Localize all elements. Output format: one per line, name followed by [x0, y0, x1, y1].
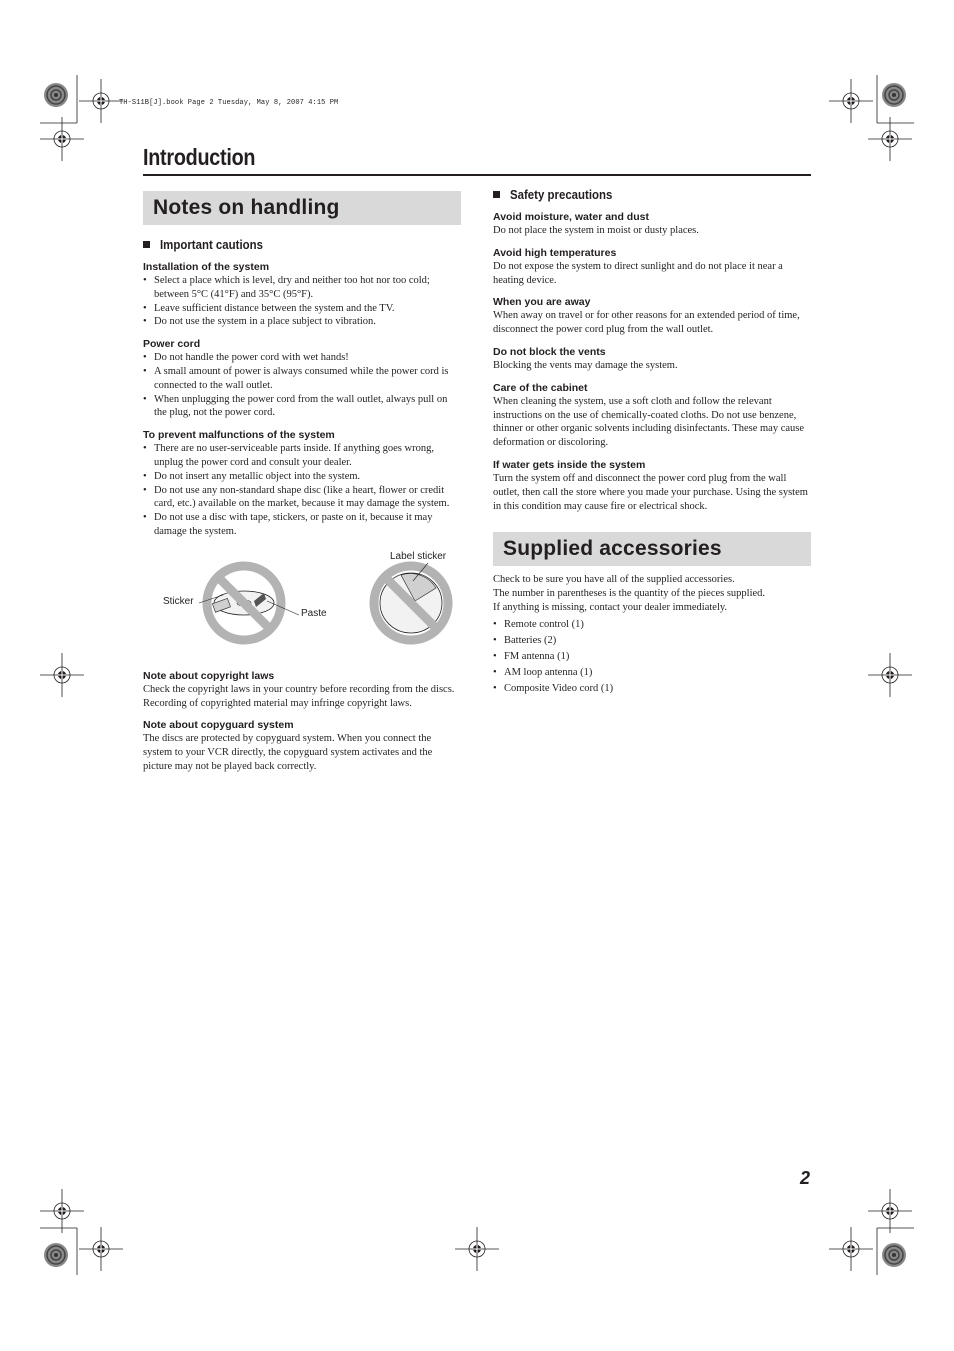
copyguard-title: Note about copyguard system	[143, 719, 294, 732]
list-item: • A small amount of power is always consumed while the power cord is connected to the wall outlet.	[143, 365, 461, 393]
safety-title-cabinet: Care of the cabinet	[493, 381, 588, 394]
list-item: • Leave sufficient distance between the system and the TV.	[143, 302, 461, 316]
safety-text-moisture: Do not place the system in moist or dusty places.	[493, 225, 699, 236]
paste-label: Paste	[301, 607, 327, 619]
safety-title-temperature: Avoid high temperatures	[493, 246, 617, 259]
list-item: • Do not handle the power cord with wet hands!	[143, 351, 461, 365]
safety-title-water: If water gets inside the system	[493, 458, 646, 471]
page-title: Introduction	[143, 144, 256, 170]
right-column	[493, 183, 811, 697]
left-column	[143, 191, 461, 774]
list-item: • Batteries (2)	[493, 633, 811, 649]
installation-title: Installation of the system	[143, 261, 270, 273]
page-number: 2	[800, 1168, 811, 1188]
malfunctions-list	[143, 442, 461, 539]
list-item: • Do not use a disc with tape, stickers, or paste on it, because it may damage the system.	[143, 511, 461, 539]
list-item: • Do not insert any metallic object into the system.	[143, 470, 461, 484]
supplied-accessories-banner: Supplied accessories	[493, 532, 811, 566]
list-item: • When unplugging the power cord from the wall outlet, always pull on the plug, not the power cord.	[143, 393, 461, 421]
list-item: • AM loop antenna (1)	[493, 665, 811, 681]
list-item: • Select a place which is level, dry and neither too hot nor too cold; between 5°C (41°F) and 35°C (95°F).	[143, 274, 461, 302]
safety-text-away: When away on travel or for other reasons for an extended period of time, disconnect the power cord plug from the wall outlet.	[493, 310, 800, 336]
list-item: • Do not use the system in a place subject to vibration.	[143, 315, 461, 329]
power-cord-title: Power cord	[143, 338, 201, 351]
notes-on-handling-banner: Notes on handling	[143, 191, 461, 225]
disc-warning-figure	[143, 551, 461, 661]
safety-title-vents: Do not block the vents	[493, 345, 606, 358]
accessories-intro-line: Check to be sure you have all of the supplied accessories.	[493, 574, 735, 586]
list-item: • Do not use any non-standard shape disc (like a heart, flower or credit card, etc.) available on the market, because it may damage the system.	[143, 484, 461, 512]
book-info-header: TH-S11B[J].book Page 2 Tuesday, May 8, 2007 4:15 PM	[119, 99, 339, 107]
safety-text-water: Turn the system off and disconnect the power cord plug from the wall outlet, then call the store where you made your purchase. Using the system in this condition may cause fire or electrical shock.	[493, 472, 808, 512]
list-item: • There are no user-serviceable parts inside. If anything goes wrong, unplug the power cord and consult your dealer.	[143, 442, 461, 470]
copyright-text: Check the copyright laws in your country before recording from the discs. Recording of copyrighted material may infringe copyright laws.	[143, 683, 455, 709]
installation-list	[143, 274, 461, 329]
safety-precautions-heading: Safety precautions	[493, 187, 811, 202]
important-cautions-heading: Important cautions	[143, 237, 461, 252]
safety-title-moisture: Avoid moisture, water and dust	[493, 211, 649, 223]
copyguard-text: The discs are protected by copyguard system. When you connect the system to your VCR directly, the copyguard system activates and the picture may not be played back correctly.	[143, 733, 433, 772]
safety-title-away: When you are away	[493, 296, 591, 309]
sticker-label: Sticker	[163, 595, 194, 607]
malfunctions-title: To prevent malfunctions of the system	[143, 429, 335, 442]
accessories-intro	[493, 573, 811, 614]
list-item: • Remote control (1)	[493, 617, 811, 633]
power-cord-list	[143, 351, 461, 420]
safety-text-cabinet: When cleaning the system, use a soft cloth and follow the relevant instructions on the use of chemically-coated cloths. Do not use benzene, thinner or other organic solvents including disinfectants. These may cause deformation or discoloring.	[493, 395, 805, 449]
copyright-title: Note about copyright laws	[143, 669, 275, 682]
safety-text-vents: Blocking the vents may damage the system.	[493, 359, 678, 371]
square-bullet-icon	[143, 241, 150, 248]
accessories-intro-line: If anything is missing, contact your dealer immediately.	[493, 601, 728, 613]
list-item: • Composite Video cord (1)	[493, 681, 811, 697]
safety-text-temperature: Do not expose the system to direct sunlight and do not place it near a heating device.	[493, 260, 783, 286]
list-item: • FM antenna (1)	[493, 649, 811, 665]
label-sticker-label: Label sticker	[390, 550, 447, 562]
accessories-list	[493, 617, 811, 697]
square-bullet-icon	[493, 191, 500, 198]
accessories-intro-line: The number in parentheses is the quantity of the pieces supplied.	[493, 588, 766, 600]
title-rule	[143, 174, 811, 176]
